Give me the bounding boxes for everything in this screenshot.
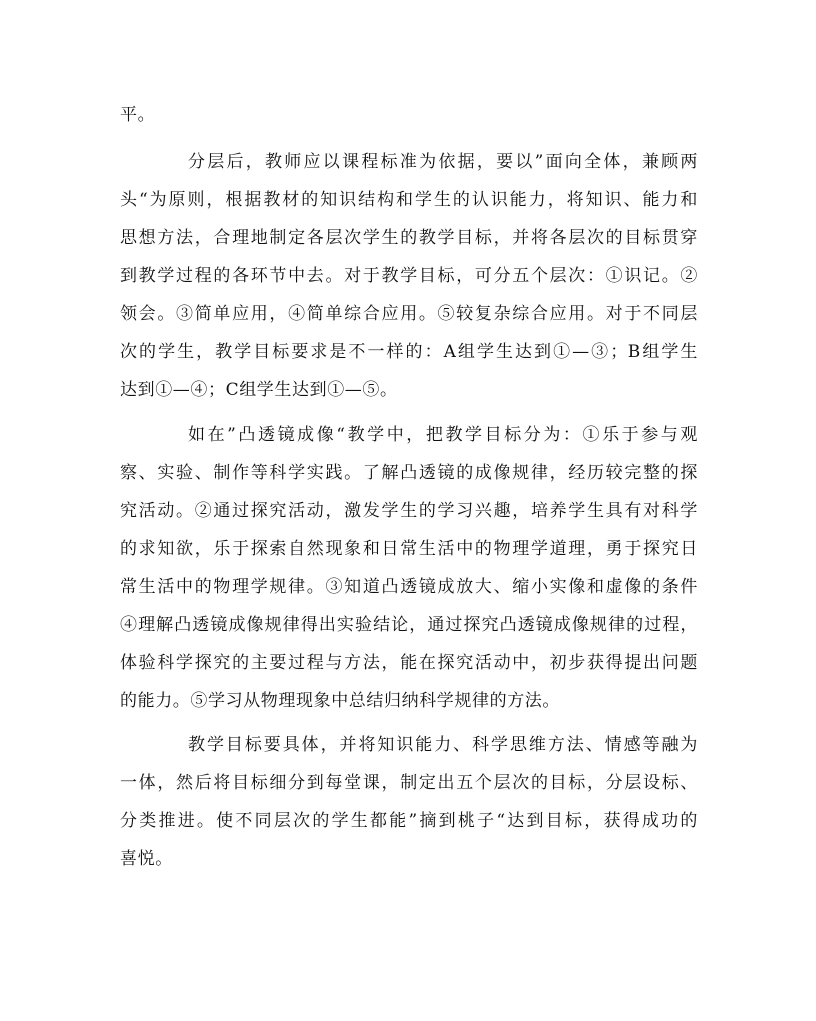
paragraph-line: 常生活中的物理学规律。③知道凸透镜成放大、缩小实像和虚像的条件 <box>120 577 698 597</box>
paragraph-line: 领会。③简单应用，④简单综合应用。⑤较复杂综合应用。对于不同层 <box>120 304 698 324</box>
paragraph-line: 思想方法，合理地制定各层次学生的教学目标，并将各层次的目标贯穿 <box>120 228 698 248</box>
paragraph-line: 分层后，教师应以课程标准为依据，要以”面向全体，兼顾两 <box>188 152 698 172</box>
paragraph-line: 的能力。⑤学习从物理现象中总结归纳科学规律的方法。 <box>120 691 560 711</box>
paragraph-line: 达到①—④；C组学生达到①—⑤。 <box>120 380 398 400</box>
paragraph-line: 头“为原则，根据教材的知识结构和学生的认识能力，将知识、能力和 <box>120 190 698 210</box>
paragraph-line: 察、实验、制作等科学实践。了解凸透镜的成像规律，经历较完整的探 <box>120 463 698 483</box>
paragraph-line: 一体，然后将目标细分到每堂课，制定出五个层次的目标，分层设标、 <box>120 773 698 793</box>
paragraph-line: 教学目标要具体，并将知识能力、科学思维方法、情感等融为 <box>188 735 698 755</box>
paragraph-line: 的求知欲，乐于探索自然现象和日常生活中的物理学道理，勇于探究日 <box>120 539 698 559</box>
paragraph-line: 喜悦。 <box>120 849 173 869</box>
paragraph-line: 究活动。②通过探究活动，激发学生的学习兴趣，培养学生具有对科学 <box>120 501 698 521</box>
paragraph-line: 次的学生，教学目标要求是不一样的：A组学生达到①—③；B组学生 <box>120 342 698 362</box>
paragraph-line: 分类推进。使不同层次的学生都能”摘到桃子“达到目标，获得成功的 <box>120 811 698 831</box>
paragraph-line: ④理解凸透镜成像规律得出实验结论，通过探究凸透镜成像规律的过程， <box>120 615 698 635</box>
paragraph-line: 如在”凸透镜成像“教学中，把教学目标分为：①乐于参与观 <box>188 425 698 445</box>
paragraph-line: 到教学过程的各环节中去。对于教学目标，可分五个层次：①识记。② <box>120 266 698 286</box>
paragraph-line: 平。 <box>120 105 156 125</box>
paragraph-line: 体验科学探究的主要过程与方法，能在探究活动中，初步获得提出问题 <box>120 653 698 673</box>
